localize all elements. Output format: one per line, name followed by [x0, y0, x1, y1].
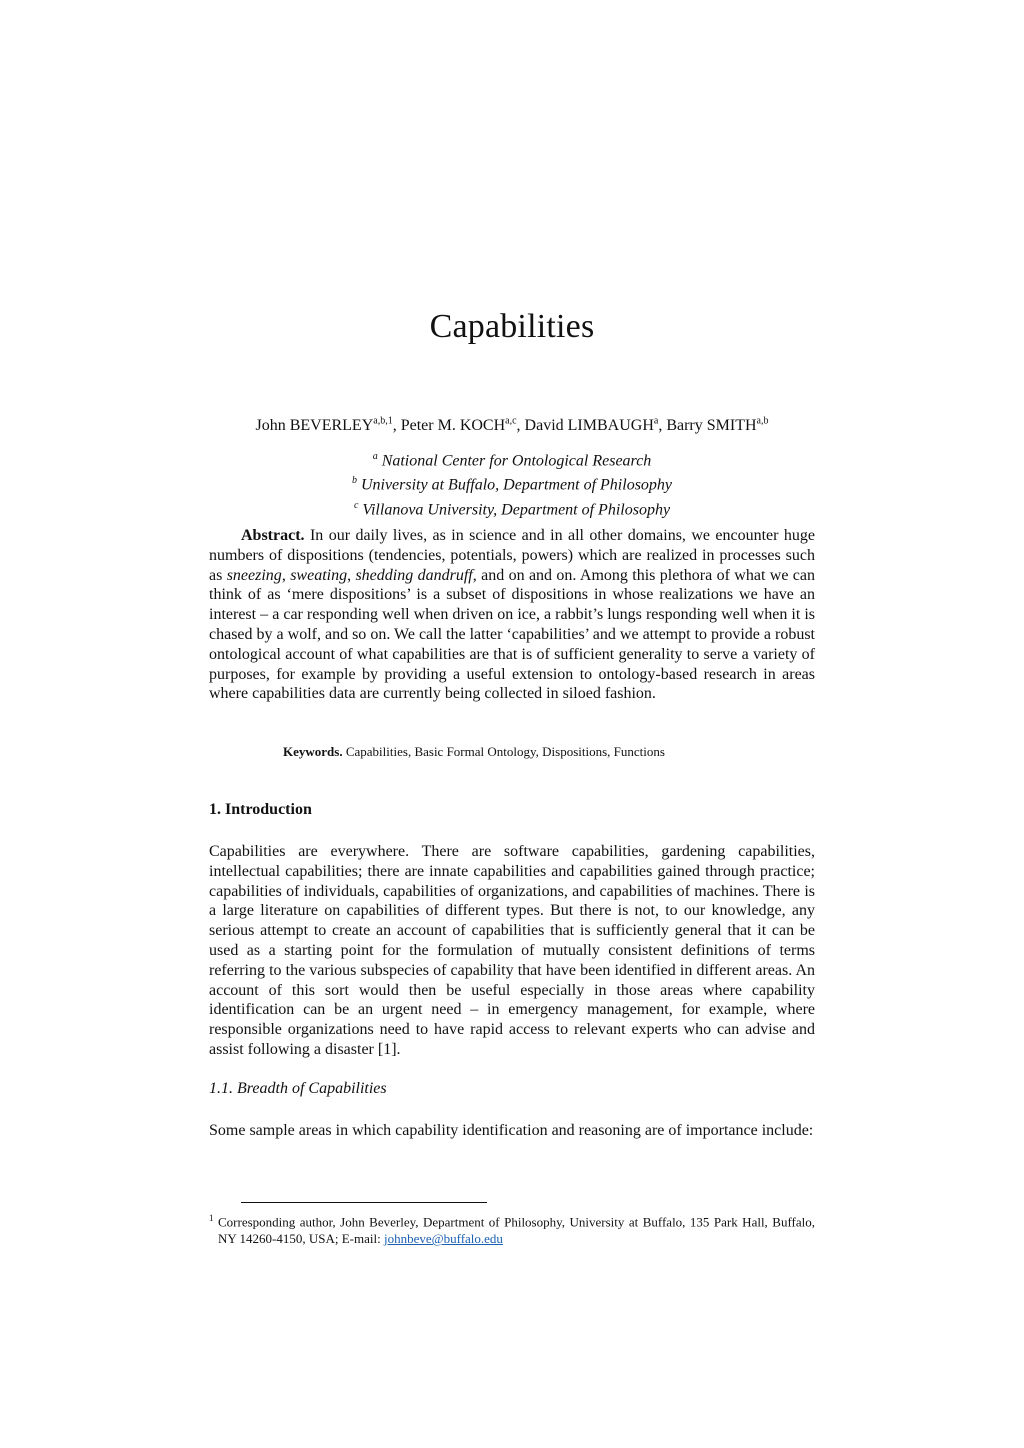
abstract: Abstract. In our daily lives, as in science and in all other domains, we encounter huge numbers of dispositions (tendencies, potentials, powers) which are realized in processes such as sneezing, sweating, shedding dandruff, and on and on. Among this plethora of what we can think of as ‘mere dispositions’ is a subset of dispositions in whose realizations we have an interest – a car responding well when driven on ice, a rabbit’s lungs responding well when it is chased by a wolf, and so on. We call the latter ‘capabilities’ and we attempt to provide a robust ontological account of what capabilities are that is of sufficient generality to serve a variety of purposes, for example by providing a useful extension to ontology-based research in areas where capabilities data are currently being collected in siloed fashion.: [209, 527, 816, 703]
author: David LIMBAUGH$^a$,: [524, 416, 667, 435]
affiliation: $^c$ Villanova University, Department of Philosophy: [353, 499, 671, 518]
section-heading-introduction: 1. Introduction: [209, 801, 312, 818]
subsection-heading-breadth: 1.1. Breadth of Capabilities: [209, 1080, 387, 1097]
affiliation: $^b$ University at Buffalo, Department of Philosophy: [351, 475, 673, 494]
author: Peter M. KOCH$^{a,c}$,: [400, 416, 525, 435]
abstract-label: Abstract.: [241, 527, 305, 544]
footnote: $^1$ Corresponding author, John Beverley, Department of Philosophy, University at Buffalo, 135 Park Hall, Buffalo, NY 14260-4150, USA; E-mail: johnbeve@buffalo.edu: [209, 1213, 816, 1247]
paper-title: Capabilities: [429, 308, 595, 345]
footnote-divider: [241, 1202, 487, 1203]
keywords: Keywords. Capabilities, Basic Formal Ontology, Dispositions, Functions: [283, 744, 665, 759]
author: John BEVERLEY$^{a,b,1}$,: [255, 416, 401, 435]
subsection-paragraph: Some sample areas in which capability identification and reasoning are of importance include:: [209, 1122, 814, 1139]
affiliation-list: [0, 447, 1024, 520]
author: Barry SMITH$^{a,b}$: [666, 416, 769, 435]
author-list: [0, 416, 1024, 435]
introduction-paragraph: Capabilities are everywhere. There are software capabilities, gardening capabilities, intellectual capabilities; there are innate capabilities and capabilities gained through practice; capabilities of individuals, capabilities of organizations, and capabilities of machines. There is a large literature on capabilities of different types. But there is not, to our knowledge, any serious attempt to create an account of capabilities that is sufficiently general that it can be used as a starting point for the formulation of mutually consistent definitions of terms referring to the various subspecies of capability that have been identified in different areas. An account of this sort would then be useful especially in those areas where capability identification can be an urgent need – in emergency management, for example, where responsible organizations need to have rapid access to relevant experts who can advise and assist following a disaster [1].: [209, 843, 815, 1058]
email-link[interactable]: johnbeve@buffalo.edu: [383, 1231, 503, 1247]
keywords-label: Keywords.: [283, 744, 343, 759]
affiliation: $^a$ National Center for Ontological Research: [372, 451, 652, 470]
